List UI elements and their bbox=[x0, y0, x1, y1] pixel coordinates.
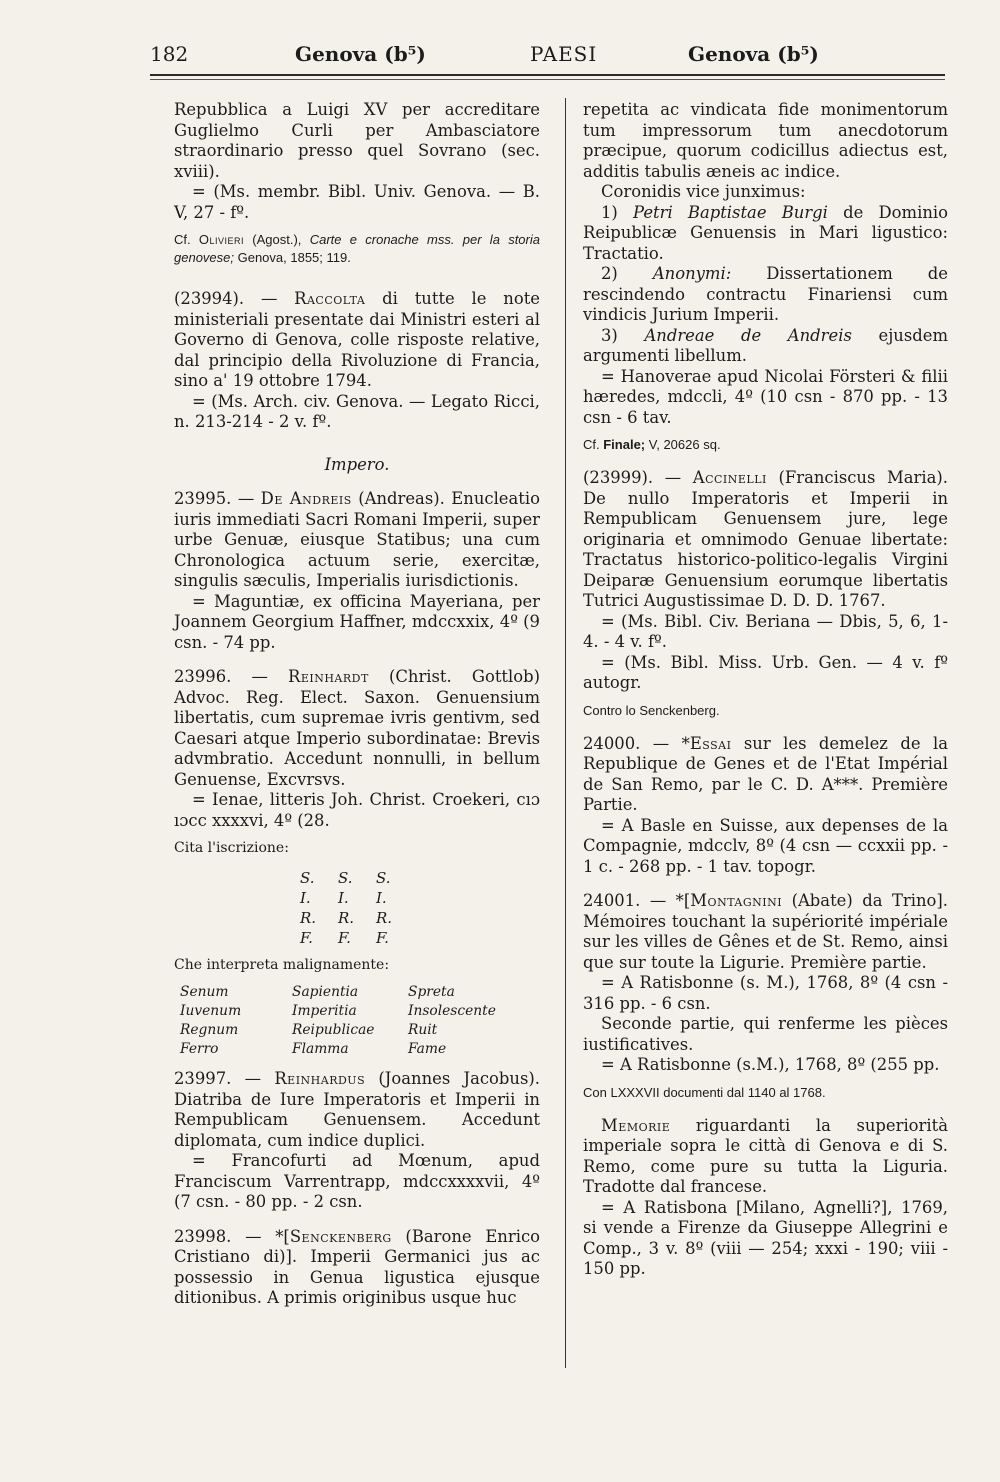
entry-text bbox=[174, 289, 540, 392]
inscription-letter: I. bbox=[300, 889, 311, 907]
inscription-letter: I. bbox=[376, 889, 387, 907]
entry-23997 bbox=[174, 1069, 540, 1213]
item-body: Dissertationem de rescindendo contractu Finariensi cum vindicis Jurium Imperii. bbox=[583, 264, 948, 324]
inscription-letter: F. bbox=[376, 929, 389, 947]
inscription-letter: S. bbox=[338, 869, 353, 887]
entry-text bbox=[583, 891, 948, 973]
page-number: 182 bbox=[150, 42, 189, 66]
entry-author: Senckenberg bbox=[289, 1226, 392, 1246]
imprint: = A Ratisbonne (s. M.), 1768, 8º (4 csn - 316 pp. - 6 csn. bbox=[583, 973, 948, 1013]
interpretation-word: Ruit bbox=[408, 1022, 438, 1038]
entry-body: (Christ. Gottlob) Advoc. Reg. Elect. Saxon. Genuensium libertatis, cum supremae ivris gentivm, sed Caesari atque Imperio subordinatae: Brevis advmbratio. Accedunt nonnulli, in bellum Genuense, Excvrsvs. bbox=[174, 667, 540, 789]
item-author: Andreae de Andreis bbox=[644, 325, 852, 345]
entry-text bbox=[174, 489, 540, 592]
header-rule bbox=[150, 74, 945, 76]
entry-number: 23998. — *[ bbox=[174, 1226, 290, 1246]
entry-note: Contro lo Senckenberg. bbox=[583, 702, 720, 718]
entry-24001 bbox=[583, 891, 948, 1102]
entry-24000 bbox=[583, 734, 948, 878]
item-body: de Dominio Reipublicæ Genuensis in Mari ligustico: Tractatio. bbox=[583, 202, 949, 263]
entry-23994 bbox=[174, 289, 540, 433]
inscription-letter: R. bbox=[300, 909, 317, 927]
interpretation-note: Che interpreta malignamente: bbox=[174, 957, 390, 973]
interpretation-word: Spreta bbox=[408, 984, 455, 1000]
section-heading: Impero. bbox=[324, 454, 390, 474]
interpretation-row bbox=[180, 1040, 540, 1059]
entry-body: riguardanti la superiorità imperiale sopra le città di Genova e di S. Remo, come pure su tutta la Liguria. Tradotte dal francese. bbox=[583, 1115, 948, 1196]
interpretation-word: Iuvenum bbox=[180, 1003, 242, 1019]
interpretation-word: Insolescente bbox=[408, 1003, 496, 1019]
inscription-row bbox=[300, 908, 540, 928]
holding-note: = (Ms. Arch. civ. Genova. — Legato Ricci, n. 213-214 - 2 v. fº. bbox=[174, 391, 540, 431]
interpretation-row bbox=[180, 1002, 540, 1021]
inscription-letter: R. bbox=[376, 909, 393, 927]
cf-lead: Cf. bbox=[174, 232, 199, 247]
entry-number: 24000. — * bbox=[583, 733, 690, 753]
entry-memorie bbox=[583, 1116, 948, 1280]
entry-author: Raccolta bbox=[294, 289, 366, 308]
entry-text bbox=[583, 468, 948, 612]
entry-23996 bbox=[174, 667, 540, 1059]
imprint: = Hanoverae apud Nicolai Försteri & filii hæredes, mdccli, 4º (10 csn - 870 pp. - 13 csn - 6 tav. bbox=[583, 366, 948, 427]
entry-23999 bbox=[583, 468, 948, 720]
left-column bbox=[174, 100, 540, 1309]
interpretation-word: Regnum bbox=[180, 1022, 239, 1038]
right-column bbox=[583, 100, 948, 1280]
inscription-note: Cita l'iscrizione: bbox=[174, 840, 289, 856]
entry-body: di tutte le note ministeriali presentate dai Ministri esteri al Governo di Genova, colle risposte relative, dal principio della Rivoluzione di Francia, sino a' 19 ottobre 1794. bbox=[174, 289, 540, 390]
inscription-letter: F. bbox=[300, 929, 313, 947]
cf-title: Carte e cronache mss. per la storia genovese; bbox=[174, 232, 540, 265]
interpretation-word: Reipublicae bbox=[292, 1022, 375, 1038]
interpretation-word: Fame bbox=[408, 1041, 447, 1057]
interpretation-word: Senum bbox=[180, 984, 229, 1000]
entry-continuation: repetita ac vindicata fide monimentorum tum impressorum tum anecdotorum præcipue, quorum codicillus adiectus est, additis tabulis æneis ac indice. bbox=[583, 100, 948, 181]
imprint: = Maguntiæ, ex officina Mayeriana, per Joannem Georgium Haffner, mdccxxix, 4º (9 csn. - 74 pp. bbox=[174, 591, 540, 652]
item-author: Petri Baptistae Burgi bbox=[633, 202, 828, 222]
imprint: = Francofurti ad Mœnum, apud Franciscum Varrentrapp, mdccxxxxvii, 4º (7 csn. - 80 pp. - 2 csn. bbox=[174, 1151, 540, 1211]
entry-continuation: Repubblica a Luigi XV per accreditare Guglielmo Curli per Ambasciatore straordinario presso quel Sovrano (sec. xviii). bbox=[174, 100, 540, 181]
coronidis-line: Coronidis vice junximus: bbox=[601, 182, 806, 201]
cf-lead: Cf. bbox=[583, 437, 604, 452]
item-author: Anonymi: bbox=[652, 264, 732, 283]
entry-body: (Abate) da Trino]. Mémoires touchant la supériorité impériale sur les villes de Gênes et de St. Remo, ainsi que sur toute la Ligurie. Première partie. bbox=[583, 891, 948, 972]
cf-reference bbox=[174, 231, 540, 267]
entry-body: (Andreas). Enucleatio iuris immediati Sacri Romani Imperii, super urbe Genuæ, eiusque Statibus; una cum Chronologica actuum serie, exercitæ, singulis sæculis, Imperialis iurisdictionis. bbox=[174, 489, 541, 590]
appended-item bbox=[583, 203, 948, 265]
holding-note: = (Ms. Bibl. Miss. Urb. Gen. — 4 v. fº autogr. bbox=[583, 652, 948, 692]
cf-tail: Genova, 1855; 119. bbox=[234, 250, 351, 265]
inscription-grid bbox=[300, 868, 540, 948]
column-divider bbox=[565, 98, 566, 1368]
interpretation-row bbox=[180, 1021, 540, 1040]
item-body: ejusdem argumenti libellum. bbox=[583, 325, 948, 365]
item-number: 1) bbox=[601, 202, 634, 222]
inscription-letter: S. bbox=[300, 869, 315, 887]
entry-author: Memorie bbox=[601, 1115, 671, 1135]
imprint: = Ienae, litteris Joh. Christ. Croekeri, cıɔ ıɔcc xxxxvi, 4º (28. bbox=[174, 790, 540, 830]
entry-author: Reinhardt bbox=[288, 667, 369, 686]
entry-author: Accinelli bbox=[692, 468, 767, 487]
left-running-title: Genova (b⁵) bbox=[295, 42, 426, 66]
interpretation-word: Imperitia bbox=[292, 1003, 357, 1019]
entry-body: (Joannes Jacobus). Diatriba de Iure Imperatoris et Imperii in Rempublicam Genuensem. Accedunt diplomata, cum indice duplici. bbox=[174, 1069, 540, 1150]
center-running-title: PAESI bbox=[530, 42, 598, 66]
entry-text bbox=[174, 1069, 540, 1151]
entry-number: 24001. — *[ bbox=[583, 891, 691, 910]
interpretation-word: Flamma bbox=[292, 1041, 349, 1057]
imprint: = A Ratisbona [Milano, Agnelli?], 1769, si vende a Firenze da Giuseppe Allegrini e Comp., 3 v. 8º (viii — 254; xxxi - 190; viii - 150 pp. bbox=[583, 1197, 948, 1278]
inscription-letter: F. bbox=[338, 929, 351, 947]
imprint: = A Basle en Suisse, aux depenses de la Compagnie, mdcclv, 8º (4 csn — ccxxii pp. - 1 c. - 268 pp. - 1 tav. topogr. bbox=[583, 815, 948, 876]
entry-author: Essai bbox=[689, 733, 732, 753]
second-part: Seconde partie, qui renferme les pièces iustificatives. bbox=[583, 1014, 948, 1054]
entry-number: 23996. — bbox=[174, 667, 288, 686]
entry-number: (23994). — bbox=[174, 289, 295, 308]
entry-23998 bbox=[174, 1227, 540, 1309]
interpretation-word: Sapientia bbox=[292, 984, 359, 1000]
entry-body: sur les demelez de la Republique de Genes et de l'Etat Impérial de San Remo, par le C. D. A***. Première Partie. bbox=[583, 733, 948, 814]
interpretation-row bbox=[180, 983, 540, 1002]
item-number: 3) bbox=[601, 325, 645, 345]
entry-number: 23995. — bbox=[174, 489, 261, 508]
entry-body: (Franciscus Maria). De nullo Imperatoris et Imperii in Rempublicam Genuensem jure, lege originaria et omnimodo Genuae libertate: Tractatus historico-politico-legalis Virgini Deiparæ Genuensium eorumque libertatis Tutrici Augustissimae D. D. D. 1767. bbox=[583, 468, 949, 610]
entry-author: Reinhardus bbox=[274, 1069, 366, 1088]
inscription-row bbox=[300, 888, 540, 908]
interpretation-table bbox=[180, 983, 540, 1059]
entry-number: (23999). — bbox=[583, 468, 693, 487]
cf-author: Olivieri bbox=[198, 232, 245, 247]
interpretation-word: Ferro bbox=[180, 1041, 219, 1057]
entry-number: 23997. — bbox=[174, 1069, 275, 1088]
entry-text bbox=[583, 1116, 948, 1198]
cf-reference bbox=[583, 436, 948, 454]
entry-note: Con LXXXVII documenti dal 1140 al 1768. bbox=[583, 1084, 826, 1100]
holding-note: = (Ms. membr. Bibl. Univ. Genova. — B. V, 27 - fº. bbox=[174, 182, 540, 222]
inscription-row bbox=[300, 868, 540, 888]
inscription-letter: S. bbox=[376, 869, 391, 887]
item-number: 2) bbox=[601, 264, 653, 283]
appended-item bbox=[583, 264, 948, 326]
right-running-title: Genova (b⁵) bbox=[688, 42, 819, 66]
entry-text bbox=[583, 734, 948, 816]
entry-23995 bbox=[174, 489, 540, 653]
cf-tail: V, 20626 sq. bbox=[645, 437, 721, 452]
entry-author: Montagnini bbox=[690, 891, 783, 910]
inscription-row bbox=[300, 928, 540, 948]
running-header bbox=[150, 30, 950, 80]
imprint: = A Ratisbonne (s.M.), 1768, 8º (255 pp. bbox=[601, 1055, 940, 1074]
holding-note: = (Ms. Bibl. Civ. Beriana — Dbis, 5, 6, 1-4. - 4 v. fº. bbox=[583, 611, 948, 651]
entry-author: De Andreis bbox=[260, 489, 352, 508]
cf-mid: (Agost.), bbox=[244, 232, 310, 247]
header-rule-thin bbox=[150, 79, 945, 80]
entry-body: (Barone Enrico Cristiano di)]. Imperii Germanici jus ac possessio in Genua ligustica ejusque ditionibus. A primis originibus usque huc bbox=[174, 1226, 540, 1307]
appended-item bbox=[583, 326, 948, 367]
inscription-letter: I. bbox=[338, 889, 349, 907]
cf-bold: Finale; bbox=[603, 437, 646, 452]
entry-text bbox=[174, 667, 540, 790]
inscription-letter: R. bbox=[338, 909, 355, 927]
entry-text bbox=[174, 1227, 540, 1309]
